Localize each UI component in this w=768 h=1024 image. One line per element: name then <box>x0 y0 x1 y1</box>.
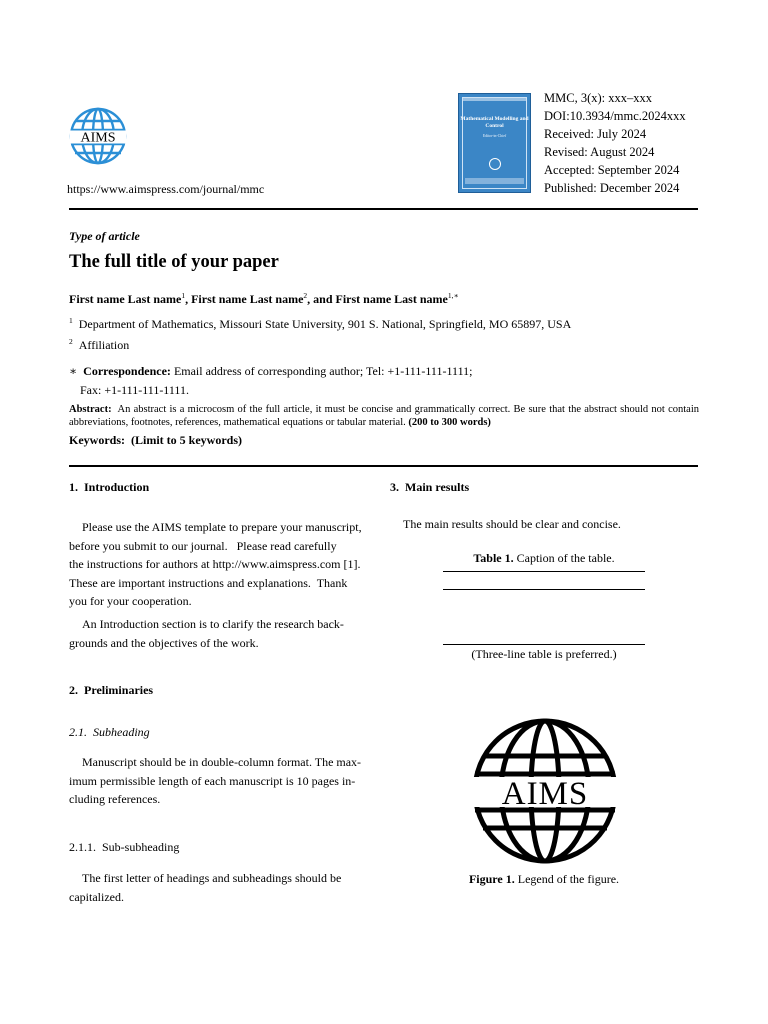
article-meta <box>544 90 686 198</box>
meta-volume: MMC, 3(x): xxx–xxx <box>544 91 652 105</box>
subsubsection-paragraph <box>69 869 377 906</box>
table-caption-text: Caption of the table. <box>516 551 615 565</box>
table-top-rule <box>443 571 645 572</box>
meta-doi: DOI:10.3934/mmc.2024xxx <box>544 109 686 123</box>
meta-revised: Revised: August 2024 <box>544 145 655 159</box>
s1-p1-line: the instructions for authors at http://www.aimspress.com [1]. <box>69 557 361 571</box>
s1-p2-line: grounds and the objectives of the work. <box>69 635 259 650</box>
body-rule <box>69 465 698 467</box>
author-3: First name Last name <box>335 292 448 306</box>
table-note: (Three-line table is preferred.) <box>471 647 617 661</box>
abstract-label: Abstract: <box>69 404 112 415</box>
s21-line: Manuscript should be in double-column format. The max- <box>82 755 362 769</box>
table-caption <box>443 550 645 566</box>
author-list <box>69 291 459 307</box>
keywords-label: Keywords: <box>69 433 125 447</box>
s1-p1-line: Please use the AIMS template to prepare your manuscript, <box>82 520 362 534</box>
correspondence-label: Correspondence: <box>83 364 171 378</box>
section-1-paragraph-2 <box>69 615 377 652</box>
author-sep: , <box>185 292 192 306</box>
s1-p1-line: These are important instructions and explanations. Thank <box>69 575 348 590</box>
s21-line: cluding references. <box>69 792 161 806</box>
section-3-heading: 3. Main results <box>390 480 470 494</box>
table-mid-rule <box>443 589 645 590</box>
s211-line: The first letter of headings and subheadings should be <box>82 871 342 885</box>
author-1-mark: 1 <box>181 291 186 300</box>
author-2-mark: 2 <box>303 291 308 300</box>
subsubsection-heading: 2.1.1. Sub-subheading <box>69 840 180 854</box>
journal-cover-image <box>458 93 531 193</box>
s21-line: imum permissible length of each manuscript is 10 pages in- <box>69 773 356 788</box>
figure-label: Figure 1. <box>468 872 515 886</box>
cover-logo-icon <box>489 158 501 170</box>
meta-accepted: Accepted: September 2024 <box>544 163 680 177</box>
affiliation-1 <box>69 316 571 332</box>
abstract <box>69 403 699 429</box>
figure-caption <box>443 871 645 887</box>
keywords-text: (Limit to 5 keywords) <box>131 433 242 447</box>
section-2-heading: 2. Preliminaries <box>69 683 154 697</box>
journal-url[interactable]: https://www.aimspress.com/journal/mmc <box>67 182 265 196</box>
header-logo-text: AIMS <box>80 130 116 146</box>
affiliation-2-mark: 2 <box>69 337 73 346</box>
affiliation-2 <box>69 337 129 353</box>
cover-title: Mathematical Modelling and Control <box>460 116 529 129</box>
s1-p2-line: An Introduction section is to clarify the research back- <box>82 617 344 631</box>
author-3-mark: 1,∗ <box>447 291 459 300</box>
figure-caption-text: Legend of the figure. <box>517 872 620 886</box>
abstract-text: An abstract is a microcosm of the full article, it must be concise and grammatically correct. Be sure that the abstract should not contain abbreviations, footnotes, references, mathematical equations or tabular material. <box>69 404 699 428</box>
correspondence-fax: Fax: +1-111-111-1111. <box>80 383 189 397</box>
section-3-text: The main results should be clear and concise. <box>403 517 621 531</box>
affiliation-1-mark: 1 <box>69 316 73 325</box>
subsection-2-1-paragraph <box>69 753 377 809</box>
paper-title: The full title of your paper <box>69 252 279 272</box>
subsection-2-1-heading: 2.1. Subheading <box>69 725 150 739</box>
s211-line: capitalized. <box>69 889 124 904</box>
correspondence-mark: ∗ <box>69 364 78 378</box>
correspondence <box>69 362 472 400</box>
cover-editor: Editor-in-Chief <box>482 134 507 138</box>
meta-received: Received: July 2024 <box>544 127 647 141</box>
section-1-paragraph-1 <box>69 518 377 611</box>
section-1-heading: 1. Introduction <box>69 480 150 494</box>
author-2: First name Last name <box>191 292 304 306</box>
s1-p1-line: before you submit to our journal. Please read carefully <box>69 538 337 553</box>
aims-globe-logo-figure <box>469 716 621 866</box>
header-rule <box>69 208 698 210</box>
author-1: First name Last name <box>69 292 182 306</box>
table-bottom-rule <box>443 644 645 645</box>
correspondence-text: Email address of corresponding author; Tel: +1-111-111-1111; <box>173 364 473 378</box>
figure-logo-text: AIMS <box>501 776 589 812</box>
author-and: , and <box>307 292 336 306</box>
meta-published: Published: December 2024 <box>544 181 680 195</box>
aims-globe-logo-header <box>67 106 129 166</box>
keywords <box>69 432 242 448</box>
s1-p1-line: you for your cooperation. <box>69 594 192 608</box>
affiliation-1-text: Department of Mathematics, Missouri State University, 901 S. National, Springfield, MO 65897, USA <box>78 317 572 331</box>
table-label: Table 1. <box>473 551 514 565</box>
article-type: Type of article <box>69 229 140 243</box>
affiliation-2-text: Affiliation <box>78 338 130 352</box>
abstract-word-count: (200 to 300 words) <box>408 417 491 428</box>
